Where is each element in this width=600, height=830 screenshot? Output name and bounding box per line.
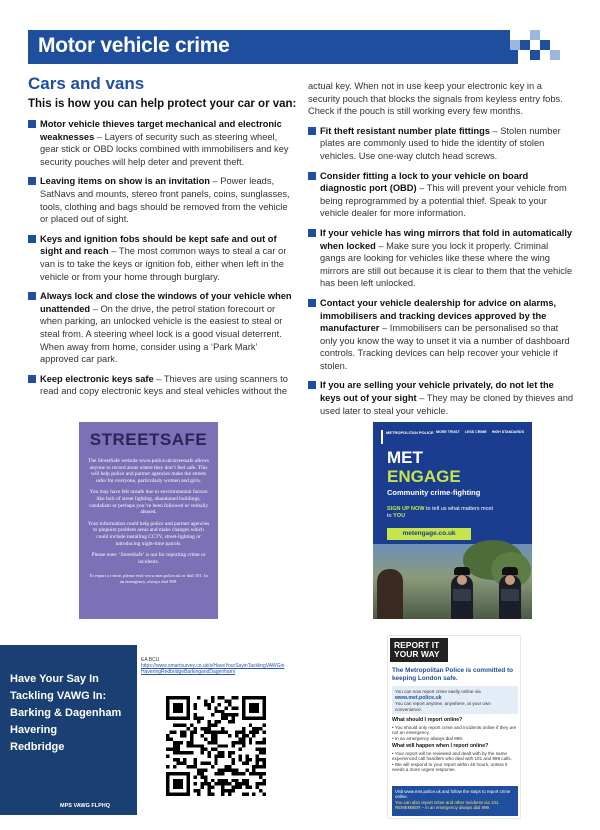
tip-heading: Fit theft resistant number plate fittings: [320, 125, 490, 136]
vawg-headline: [10, 671, 131, 756]
vawg-line: Have Your Say In: [10, 673, 99, 685]
engage-value: MORE TRUST: [435, 430, 460, 434]
tip-heading: Keep electronic keys safe: [40, 373, 154, 384]
square-bullet-icon: [28, 120, 36, 128]
report-online-box: [392, 686, 518, 714]
survey-link[interactable]: https://www.smartsurvey.co.uk/s/HaveYourSayinTacklingVAWGin HaveringRedbridgeBarkingandDagenham/: [141, 663, 285, 675]
report-it-poster: [387, 635, 521, 819]
tip-item: [308, 379, 576, 417]
engage-signup-body: to tell us what matters most to: [387, 506, 493, 519]
qr-code-icon[interactable]: [166, 696, 266, 796]
square-bullet-icon: [28, 375, 36, 383]
section-subtitle: This is how you can help protect your car or van:: [28, 98, 297, 110]
engage-signup-you: YOU: [393, 513, 406, 519]
tip-heading: If your vehicle has wing mirrors that fold in automatically when locked: [320, 227, 573, 251]
report-footer-line: Visit www.met.police.uk and follow the steps to report crime online.: [395, 789, 511, 800]
tip-item: [308, 170, 576, 220]
square-bullet-icon: [308, 381, 316, 389]
report-question-title: What will happen when I report online?: [392, 743, 489, 749]
streetsafe-poster: [79, 422, 218, 619]
tip-text: – Thieves are using scanners to read and copy electronic keys and steal vehicles without the: [40, 373, 288, 397]
square-bullet-icon: [308, 229, 316, 237]
streetsafe-footer: To report a crime, please visit www.met.police.uk or dial 101. In an emergency, always dial 999.: [89, 573, 208, 584]
tip-item: [28, 373, 296, 398]
report-logo: REPORT IT YOUR WAY: [390, 638, 448, 662]
report-box-line: You can report anytime, anywhere, at your own convenience.: [395, 701, 491, 712]
engage-met-word: MET: [387, 448, 423, 467]
tip-heading: Consider fitting a lock to your vehicle on board diagnostic port (OBD): [320, 170, 529, 194]
tip-text: – Immobilisers can be personalised so that only you know the way to unset it via a number of dashboard controls. Tracking devices can help recover your vehicle if stolen.: [320, 323, 570, 371]
report-box-url: www.met.police.uk: [395, 694, 442, 701]
tips-left-column: [28, 118, 296, 405]
tip-heading: Contact your vehicle dealership for advice on alarms, immobilisers and tracking devices approved by the manufacturer: [320, 297, 557, 334]
engage-value: LESS CRIME: [464, 430, 487, 434]
engage-signup-text: [387, 506, 497, 520]
streetsafe-paragraph: The StreetSafe website www.police.uk/streetsafe allows anyone to record areas where they don’t feel safe. This will help police and partner agencies make the streets safer for everyone, particularly women and girls.: [88, 458, 209, 484]
report-answer: • We will respond to your report within 48 hours, unless it needs a more urgent response.: [392, 761, 508, 773]
engage-value: HIGH STANDARDS: [491, 430, 524, 434]
report-question: [392, 744, 518, 773]
decorative-squares: [500, 30, 570, 66]
engage-top-bar: [381, 430, 524, 444]
tip-text: – Layers of security such as steering wheel, gear stick or OBD locks combined with immobilisers and key security pouches will help deter and prevent theft.: [40, 131, 289, 167]
vawg-footer: MPS VAWG FLPHQ: [60, 803, 111, 809]
tip-text: – Power leads, SatNavs and mounts, stereo front panels, coins, sunglasses, tools, clothing and bags should be removed from the vehicle or placed out of sight.: [40, 176, 290, 225]
report-question-title: What should I report online?: [392, 717, 463, 723]
report-footer-line: You can also report crime and other incidents via 101.: [395, 799, 500, 805]
report-footer-line: REMEMBER – in an emergency always dial 999.: [395, 805, 491, 811]
tip-heading: Always lock and close the windows of your vehicle when unattended: [40, 291, 292, 314]
vawg-poster: [0, 645, 137, 815]
engage-photo: [373, 544, 532, 619]
square-bullet-icon: [28, 177, 36, 185]
tip-text: – On the drive, the petrol station forecourt or when parking, an unlocked vehicle is the easiest to steal or steal from. A steering wheel lock is a good visual deterrent. When away from home, consider using a ‘Park Mark’ approved car park.: [40, 303, 283, 365]
streetsafe-paragraph: Your information could help police and partner agencies to pinpoint problem areas and make changes which could include installing CCTV, street-lighting or introducing night-time patrols.: [87, 520, 210, 547]
officer-figure: [499, 575, 521, 619]
bcu-label: EA BCU: [141, 657, 160, 663]
vawg-line: Barking & Dagenham: [10, 707, 122, 719]
square-bullet-icon: [308, 299, 316, 307]
report-answer: • Your report will be reviewed and dealt with by the same experienced call handlers who deal with 101 and 999 calls.: [392, 750, 512, 762]
vawg-line: Tackling VAWG In:: [10, 690, 107, 702]
tip-text: – This will prevent your vehicle from being reprogrammed by a potential thief. Speak to your vehicle dealer for more information.: [320, 183, 567, 219]
met-engage-poster: [373, 422, 532, 619]
person-figure: [377, 569, 403, 619]
report-question: [392, 718, 518, 741]
report-heading: The Metropolitan Police is committed to keeping London safe.: [392, 667, 514, 682]
tip-heading: Motor vehicle thieves target mechanical and electronic weaknesses: [40, 119, 282, 142]
tip-heading: If you are selling your vehicle privately, do not let the keys out of your sight: [320, 380, 554, 404]
report-answer: • You should only report crime and incidents online if they are not an emergency.: [392, 724, 517, 736]
officer-figure: [451, 575, 473, 619]
report-box-line: You can now report crime easily online via: [395, 689, 481, 694]
tip-item: [308, 125, 576, 163]
tip-item: [28, 290, 296, 366]
engage-url: metengage.co.uk: [387, 528, 471, 540]
tip-item: [308, 297, 576, 373]
section-title: Cars and vans: [28, 74, 145, 93]
tip-item: [28, 175, 296, 225]
tip-heading: Leaving items on show is an invitation: [40, 176, 210, 187]
square-bullet-icon: [308, 127, 316, 135]
tip-heading: Keys and ignition fobs should be kept safe and out of sight and reach: [40, 233, 277, 257]
tip-text: – They may be cloned by thieves and used later to steal your vehicle.: [320, 393, 574, 416]
engage-subtitle: Community crime-fighting: [387, 488, 481, 497]
square-bullet-icon: [308, 172, 316, 180]
tip-text: – Stolen number plates are commonly used to hide the identity of stolen vehicles. Use one-way clutch head screws.: [320, 125, 561, 161]
bcu-block: [141, 657, 321, 675]
engage-signup-bold: SIGN UP NOW: [387, 506, 425, 512]
tips-right-column: [308, 80, 576, 424]
engage-engage-word: ENGAGE: [387, 467, 461, 486]
tip-text: – The most common ways to steal a car or van is to take the keys or ignition fob, either when left in the vehicle or from your home through burglary.: [40, 246, 287, 282]
met-police-logo: METROPOLITAN POLICE: [381, 430, 434, 444]
page-title: Motor vehicle crime: [38, 34, 230, 57]
report-footer: [392, 786, 518, 816]
report-answer: • In an emergency always dial 999.: [392, 735, 464, 741]
tip-item: [28, 233, 296, 283]
tip-item: [308, 227, 576, 290]
streetsafe-note: Please note: ‘StreetSafe’ is not for reporting crime or incidents.: [91, 552, 206, 565]
square-bullet-icon: [28, 292, 36, 300]
streetsafe-title: STREETSAFE: [89, 430, 208, 449]
tip-item: [28, 118, 296, 168]
streetsafe-paragraph: You may have felt unsafe due to environmental factors like lack of street lighting, abandoned buildings, vandalism or perhaps you’ve been followed or verbally abused.: [88, 489, 209, 516]
square-bullet-icon: [28, 235, 36, 243]
header-banner: [28, 30, 518, 64]
vawg-line: Redbridge: [10, 741, 65, 753]
vawg-line: Havering: [10, 724, 58, 736]
engage-values: [436, 430, 524, 444]
tip-continuation: actual key. When not in use keep your electronic key in a security pouch that blocks the signals from keyless entry fobs. Check if the pouch is still working every few months.: [308, 81, 563, 117]
tip-text: – Make sure you lock it properly. Criminal gangs are looking for vehicles like these where the wing mirrors are still out because it is clear to them that the vehicle has been left unlocked.: [320, 240, 573, 289]
